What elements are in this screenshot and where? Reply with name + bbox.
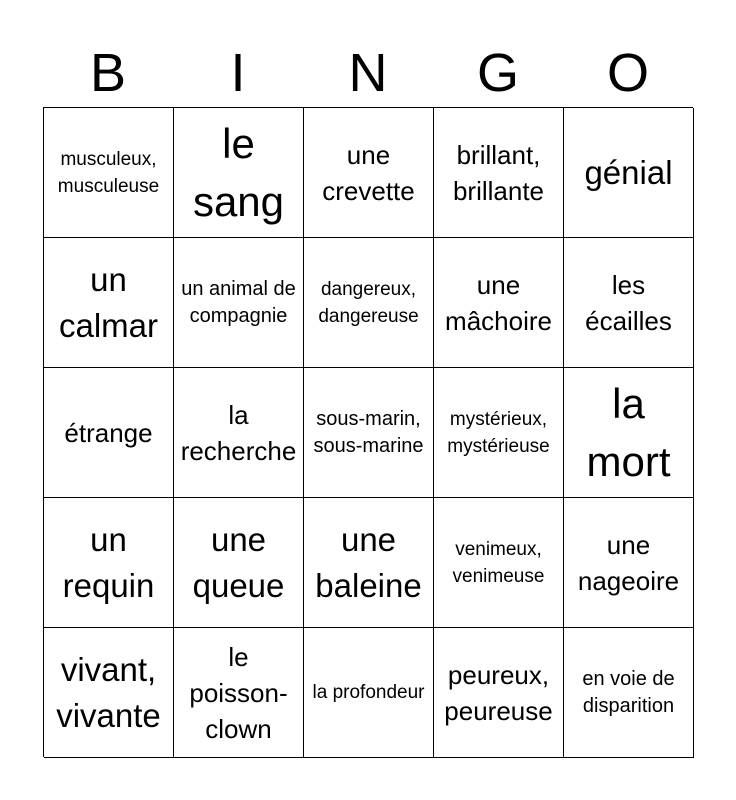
cell-text: génial: [584, 153, 673, 191]
bingo-cell-r1-c4[interactable]: [434, 108, 564, 238]
cell-text: le sang: [192, 119, 285, 225]
bingo-cell-r3-c1[interactable]: [44, 368, 174, 498]
bingo-cell-r2-c4[interactable]: [434, 238, 564, 368]
cell-text: un animal de compagnie: [181, 277, 296, 327]
cell-text: un requin: [62, 520, 155, 604]
bingo-cell-r5-c5[interactable]: [564, 628, 694, 758]
bingo-cell-r3-c3[interactable]: [304, 368, 434, 498]
bingo-cell-r2-c5[interactable]: [564, 238, 694, 368]
cell-text: la mort: [586, 379, 671, 485]
bingo-board: [43, 107, 693, 757]
bingo-cell-r4-c1[interactable]: [44, 498, 174, 628]
cell-text: une queue: [192, 520, 285, 604]
header-letter-n: N: [348, 43, 388, 103]
cell-text: les écailles: [585, 269, 672, 336]
cell-text: vivant, vivante: [56, 650, 161, 734]
cell-text: étrange: [64, 417, 153, 448]
header-letter-b: B: [89, 43, 127, 103]
bingo-cell-r1-c5[interactable]: [564, 108, 694, 238]
cell-text: la profondeur: [312, 682, 425, 703]
cell-text: une crevette: [322, 139, 415, 206]
bingo-cell-r4-c5[interactable]: [564, 498, 694, 628]
cell-text: peureux, peureuse: [444, 659, 553, 726]
bingo-cell-r5-c4[interactable]: [434, 628, 564, 758]
bingo-cell-r1-c1[interactable]: [44, 108, 174, 238]
cell-text: le poisson-clown: [189, 641, 288, 744]
bingo-cell-r2-c3[interactable]: [304, 238, 434, 368]
bingo-cell-r4-c4[interactable]: [434, 498, 564, 628]
cell-text: dangereux, dangereuse: [318, 278, 419, 327]
cell-text: un calmar: [58, 260, 159, 344]
cell-text: la recherche: [180, 399, 297, 466]
bingo-cell-r4-c2[interactable]: [174, 498, 304, 628]
header-letter-g: G: [476, 43, 519, 103]
bingo-cell-r5-c1[interactable]: [44, 628, 174, 758]
cell-text: venimeux, venimeuse: [452, 538, 545, 587]
bingo-cell-r1-c2[interactable]: [174, 108, 304, 238]
cell-text: une mâchoire: [445, 269, 552, 336]
bingo-cell-r1-c3[interactable]: [304, 108, 434, 238]
bingo-cell-r3-c4[interactable]: [434, 368, 564, 498]
bingo-cell-r2-c2[interactable]: [174, 238, 304, 368]
cell-text: musculeux, musculeuse: [57, 148, 160, 197]
bingo-cell-r5-c3[interactable]: [304, 628, 434, 758]
header-letter-o: O: [606, 43, 649, 103]
cell-text: en voie de disparition: [582, 667, 675, 717]
bingo-cell-r5-c2[interactable]: [174, 628, 304, 758]
cell-text: une baleine: [315, 520, 422, 604]
header-letter-i: I: [230, 43, 246, 103]
bingo-cell-r2-c1[interactable]: [44, 238, 174, 368]
cell-text: brillant, brillante: [452, 139, 545, 206]
cell-text: mystérieux, mystérieuse: [447, 408, 550, 457]
cell-text: sous-marin, sous-marine: [313, 407, 424, 457]
bingo-cell-r3-c5[interactable]: [564, 368, 694, 498]
bingo-cell-r4-c3[interactable]: [304, 498, 434, 628]
cell-text: une nageoire: [577, 529, 680, 596]
bingo-cell-r3-c2[interactable]: [174, 368, 304, 498]
bingo-header: [43, 40, 693, 106]
